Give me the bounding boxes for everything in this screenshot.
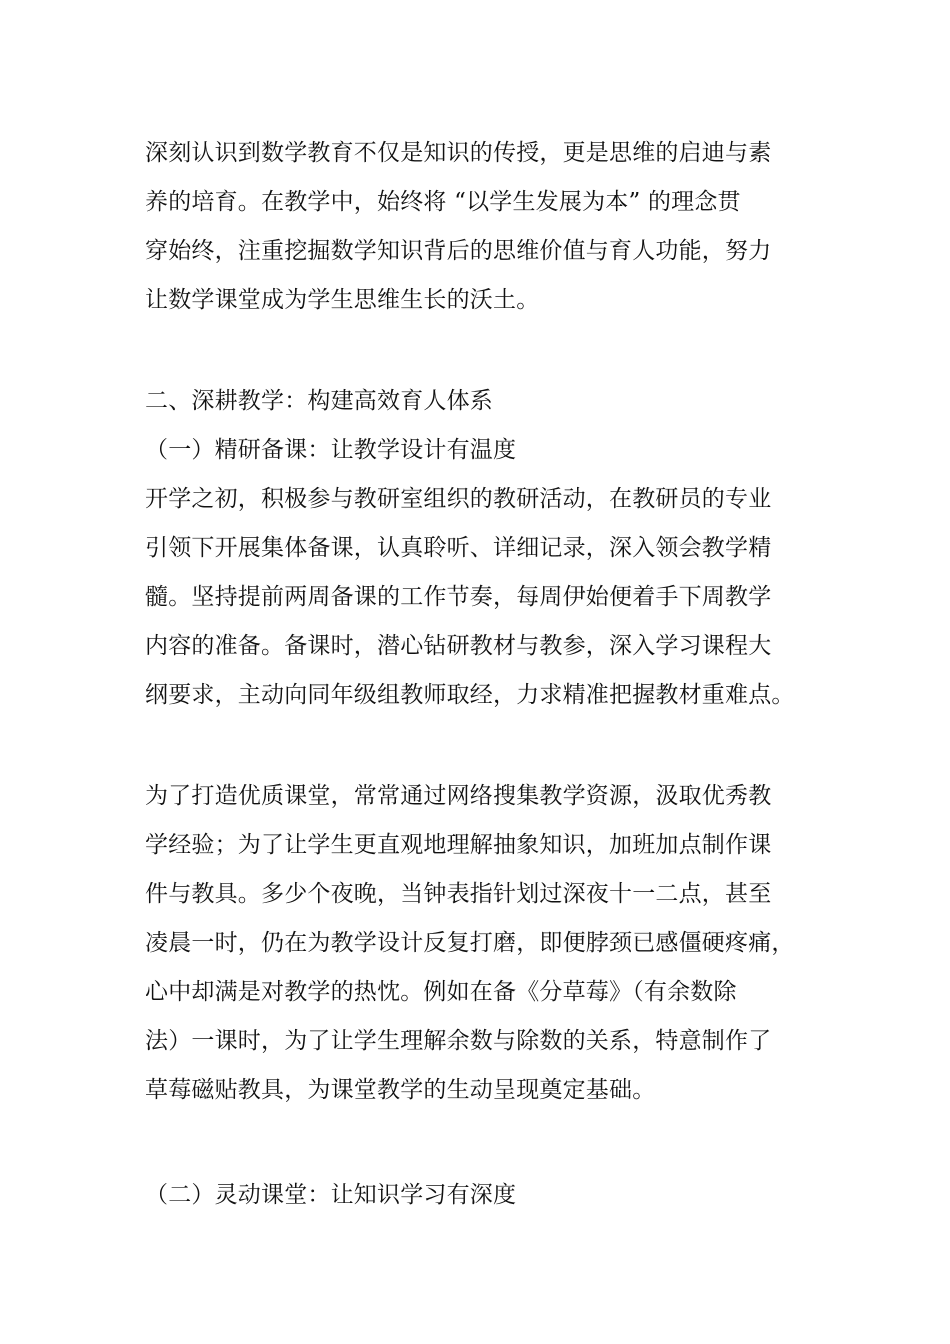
paragraph-line: 心中却满是对教学的热忱。例如在备《分草莓》（有余数除 bbox=[145, 979, 737, 1005]
paragraph-line: 草莓磁贴教具，为课堂教学的生动呈现奠定基础。 bbox=[145, 1077, 656, 1103]
paragraph-line: 内容的准备。备课时，潜心钻研教材与教参，深入学习课程大 bbox=[145, 633, 772, 659]
paragraph-line: 凌晨一时，仍在为教学设计反复打磨，即便脖颈已感僵硬疼痛， bbox=[145, 930, 795, 956]
paragraph-line: 纲要求，主动向同年级组教师取经，力求精准把握教材重难点。 bbox=[145, 682, 795, 708]
paragraph-line: 穿始终，注重挖掘数学知识背后的思维价值与育人功能，努力 bbox=[145, 238, 772, 264]
paragraph-line: 件与教具。多少个夜晚，当钟表指针划过深夜十一二点，甚至 bbox=[145, 881, 772, 907]
paragraph-line: 让数学课堂成为学生思维生长的沃土。 bbox=[145, 287, 540, 313]
paragraph-line: 开学之初，积极参与教研室组织的教研活动，在教研员的专业 bbox=[145, 486, 772, 512]
paragraph-line: 养的培育。在教学中，始终将 “以学生发展为本” 的理念贯 bbox=[145, 189, 741, 215]
paragraph-line: 为了打造优质课堂，常常通过网络搜集教学资源，汲取优秀教 bbox=[145, 783, 772, 809]
subsection-heading: （二）灵动课堂：让知识学习有深度 bbox=[145, 1182, 517, 1208]
section-heading: 二、深耕教学：构建高效育人体系 bbox=[145, 388, 493, 414]
subsection-heading: （一）精研备课：让教学设计有温度 bbox=[145, 437, 517, 463]
paragraph-line: 深刻认识到数学教育不仅是知识的传授，更是思维的启迪与素 bbox=[145, 140, 772, 166]
paragraph-line: 学经验；为了让学生更直观地理解抽象知识，加班加点制作课 bbox=[145, 832, 772, 858]
paragraph-line: 髓。坚持提前两周备课的工作节奏，每周伊始便着手下周教学 bbox=[145, 584, 772, 610]
paragraph-line: 法）一课时，为了让学生理解余数与除数的关系，特意制作了 bbox=[145, 1028, 772, 1054]
paragraph-line: 引领下开展集体备课，认真聆听、详细记录，深入领会教学精 bbox=[145, 535, 772, 561]
